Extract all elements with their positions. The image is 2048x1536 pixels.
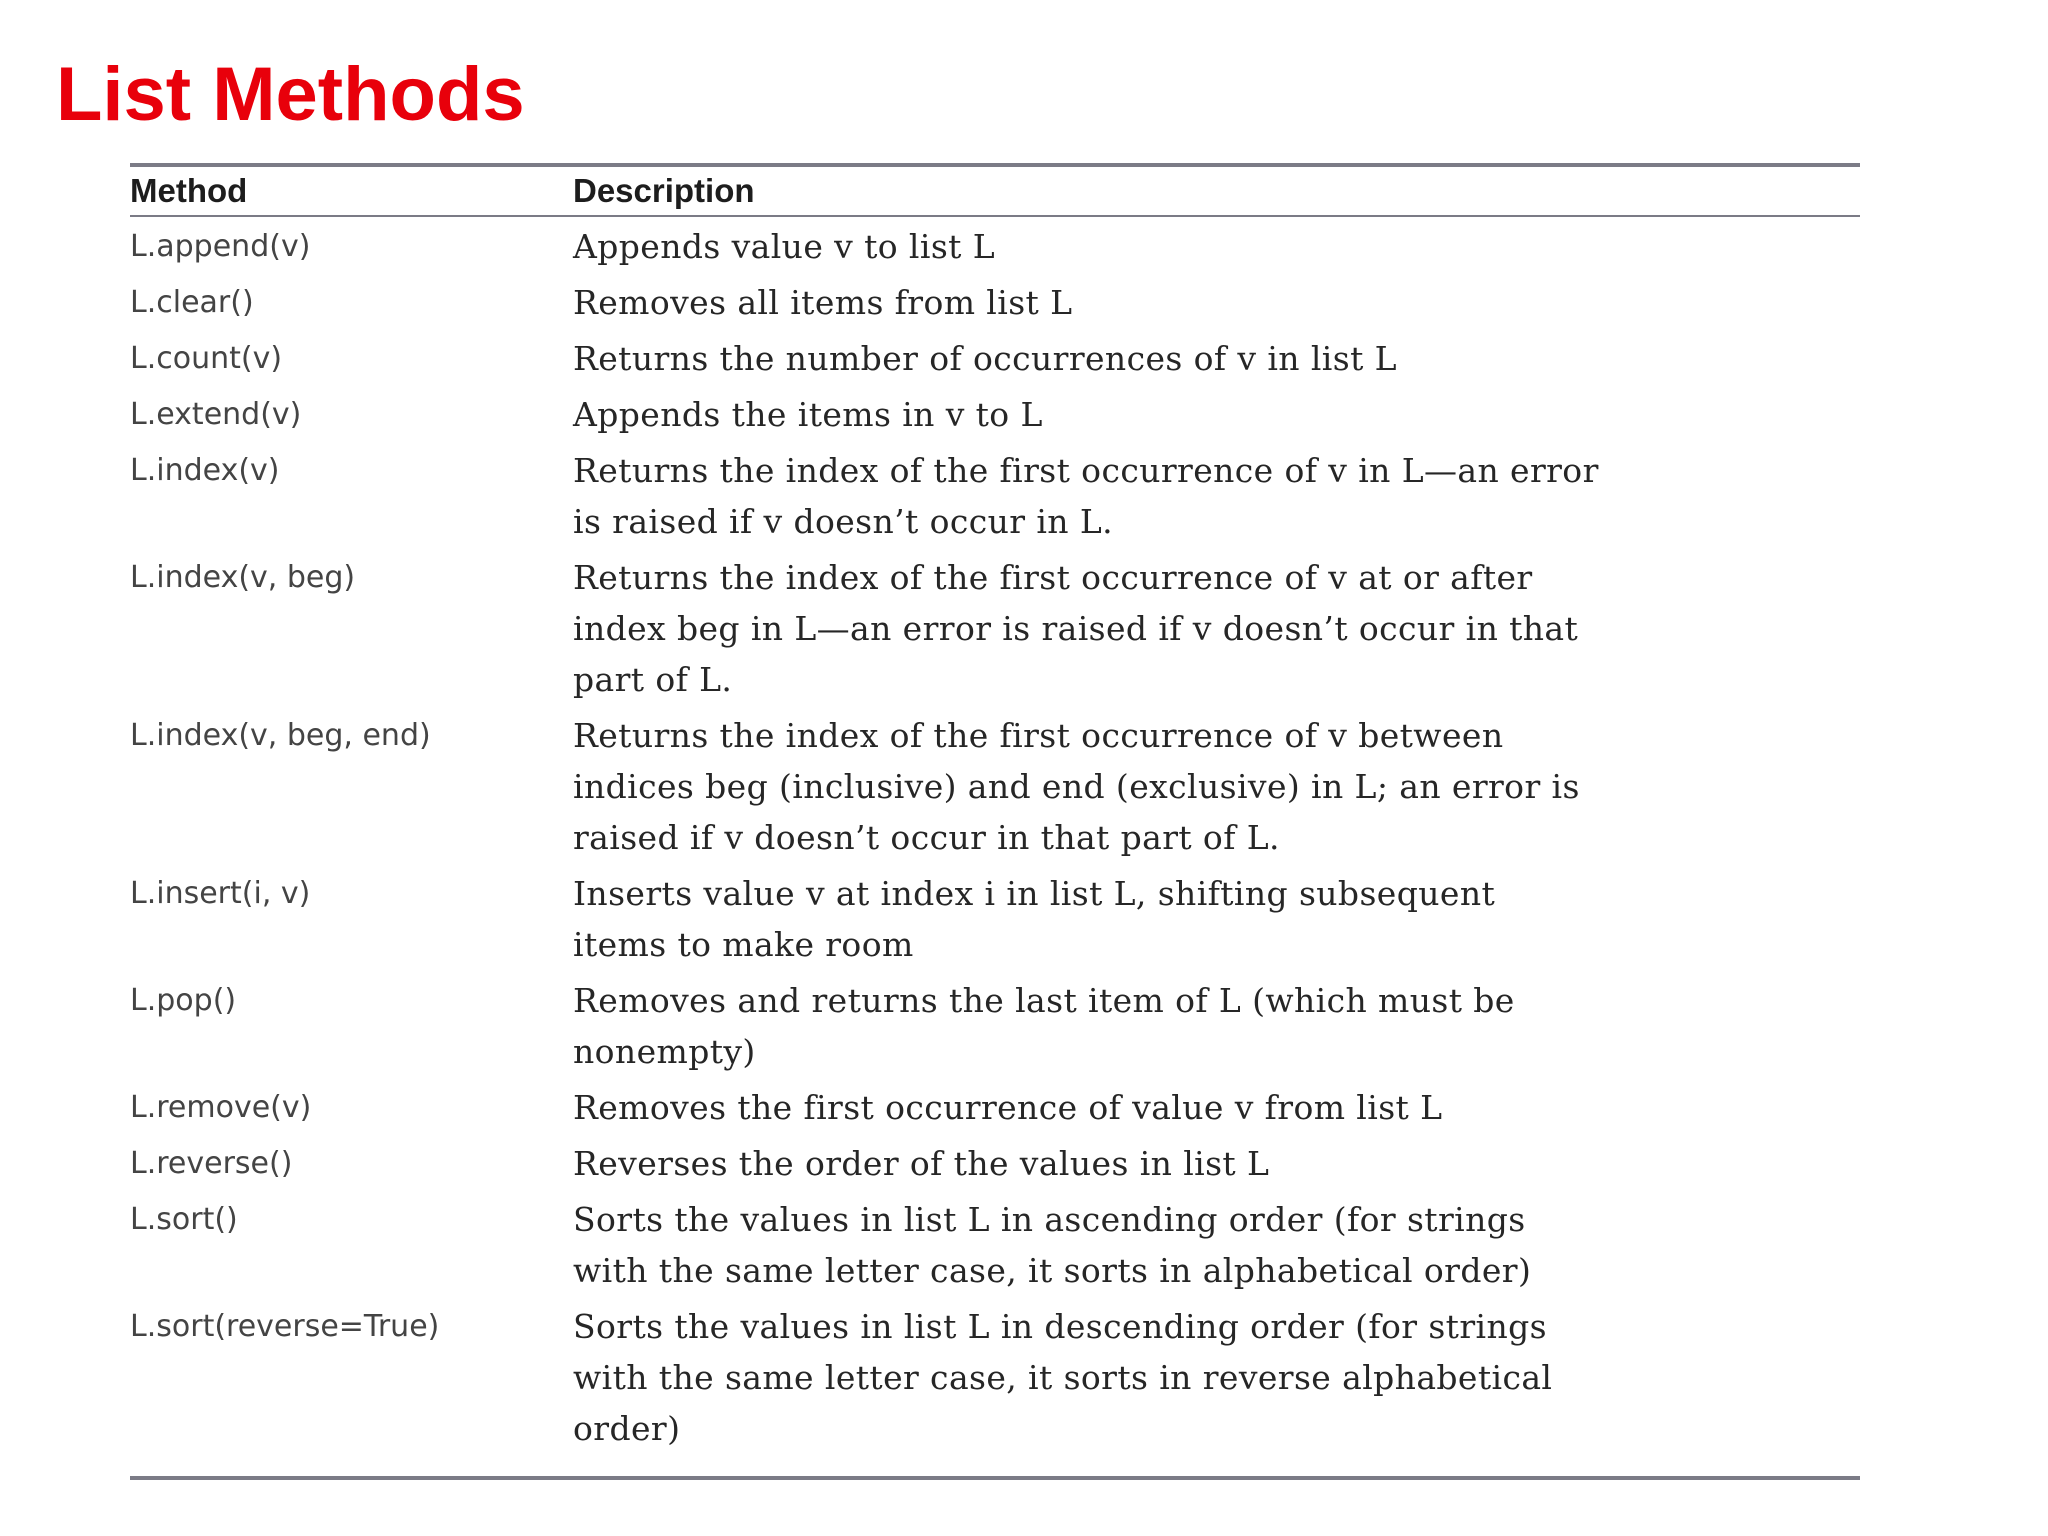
method-cell: L.insert(i, v) xyxy=(130,876,311,911)
column-header-description: Description xyxy=(573,172,755,209)
description-cell: Sorts the values in list L in ascending order (for strings with the same letter case, it sorts in alphabetical order) xyxy=(573,1200,1532,1290)
table-bottom-rule xyxy=(130,1476,1860,1480)
description-cell: Appends the items in v to L xyxy=(573,395,1043,434)
list-methods-table xyxy=(130,163,1860,1480)
table-row xyxy=(130,1301,1860,1454)
description-cell: Reverses the order of the values in list L xyxy=(573,1144,1270,1183)
description-cell: Returns the index of the first occurrence of v in L—an error is raised if v doesn’t occur in L. xyxy=(573,451,1599,541)
method-cell: L.reverse() xyxy=(130,1146,293,1181)
method-cell: L.index(v) xyxy=(130,453,280,488)
method-cell: L.sort() xyxy=(130,1202,238,1237)
description-cell: Sorts the values in list L in descending order (for strings with the same letter case, it sorts in reverse alphabetical order) xyxy=(573,1307,1553,1448)
table-row xyxy=(130,277,1860,328)
description-cell: Returns the index of the first occurrence of v at or after index beg in L—an error is raised if v doesn’t occur in that part of L. xyxy=(573,558,1579,699)
description-cell: Removes and returns the last item of L (which must be nonempty) xyxy=(573,981,1515,1071)
method-cell: L.count(v) xyxy=(130,341,283,376)
description-cell: Returns the index of the first occurrence of v between indices beg (inclusive) and end (exclusive) in L; an error is raised if v doesn’t occur in that part of L. xyxy=(573,716,1580,857)
table-row xyxy=(130,1138,1860,1189)
slide-title: List Methods xyxy=(56,52,525,137)
description-cell: Appends value v to list L xyxy=(573,227,996,266)
table-row xyxy=(130,1082,1860,1133)
method-cell: L.index(v, beg) xyxy=(130,560,356,595)
method-cell: L.remove(v) xyxy=(130,1090,312,1125)
table-row xyxy=(130,552,1860,705)
table-body xyxy=(130,217,1860,1454)
method-cell: L.pop() xyxy=(130,983,237,1018)
method-cell: L.sort(reverse=True) xyxy=(130,1309,440,1344)
method-cell: L.clear() xyxy=(130,285,254,320)
table-row xyxy=(130,975,1860,1077)
description-cell: Removes all items from list L xyxy=(573,283,1073,322)
table-row xyxy=(130,710,1860,863)
method-cell: L.extend(v) xyxy=(130,397,302,432)
description-cell: Removes the first occurrence of value v from list L xyxy=(573,1088,1443,1127)
description-cell: Inserts value v at index i in list L, shifting subsequent items to make room xyxy=(573,874,1496,964)
table-row xyxy=(130,445,1860,547)
method-cell: L.append(v) xyxy=(130,229,311,264)
column-header-method: Method xyxy=(130,172,248,209)
table-row xyxy=(130,333,1860,384)
table-row xyxy=(130,389,1860,440)
method-cell: L.index(v, beg, end) xyxy=(130,718,431,753)
table-row xyxy=(130,868,1860,970)
description-cell: Returns the number of occurrences of v in list L xyxy=(573,339,1397,378)
table-header-row xyxy=(130,167,1860,217)
table-row xyxy=(130,1194,1860,1296)
table-row xyxy=(130,221,1860,272)
